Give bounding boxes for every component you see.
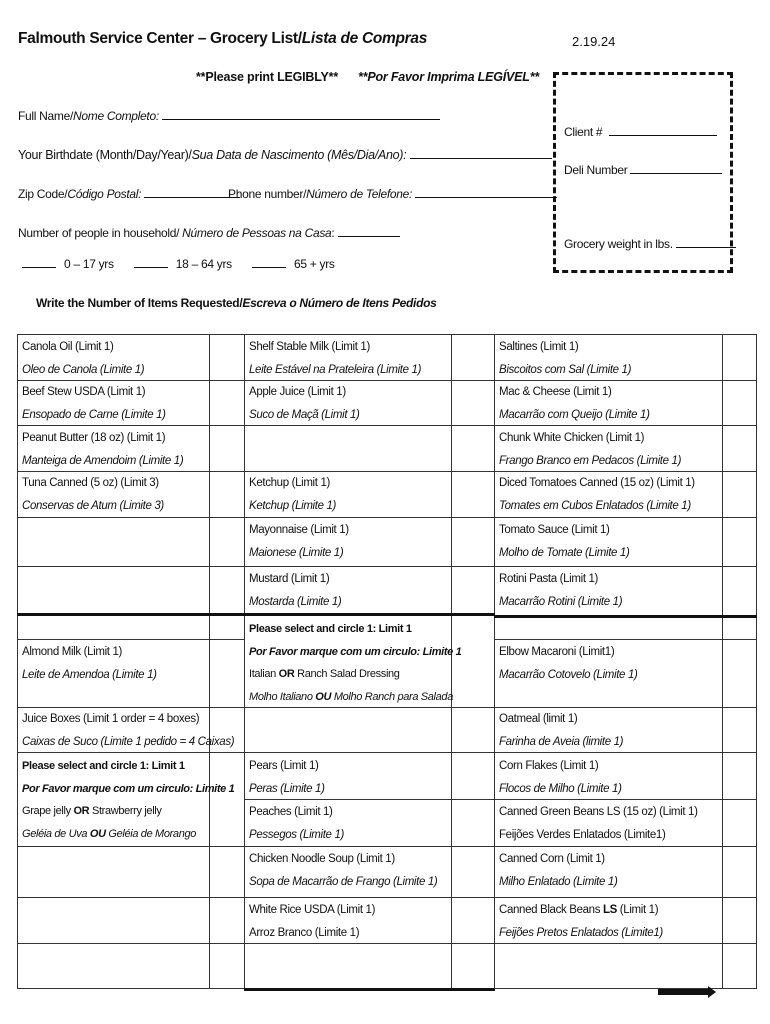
phone-field[interactable] <box>228 187 557 201</box>
item-tuna <box>22 472 164 517</box>
quantity-column-2[interactable] <box>452 335 494 988</box>
birthdate-label: Your Birthdate (Month/Day/Year)/ <box>18 148 192 162</box>
item-label-pt: Suco de Maçã (Limit 1) <box>249 408 360 421</box>
item-label-pt: Flocos de Milho (Limite 1) <box>499 782 622 795</box>
or-label: OR <box>278 668 295 680</box>
item-label-pt: Sopa de Macarrão de Frango (Limite 1) <box>249 875 438 888</box>
item-label: Apple Juice (Limit 1) <box>249 386 346 398</box>
item-label-pt: Macarrão com Queijo (Limite 1) <box>499 408 650 421</box>
item-peaches <box>249 801 344 846</box>
household-colon: : <box>331 226 335 240</box>
item-ketchup <box>249 472 336 517</box>
item-label: Tuna Canned (5 oz) (Limit 3) <box>22 477 159 489</box>
item-label: Mustard (Limit 1) <box>249 573 330 585</box>
item-dressing-choice <box>249 618 461 708</box>
phone-label: Phone number/ <box>228 187 307 201</box>
phone-label-pt: Número de Telefone: <box>306 187 413 201</box>
choice-heading: Please select and circle 1: Limit 1 <box>22 760 185 772</box>
item-label: Corn Flakes (Limit 1) <box>499 760 599 772</box>
item-mayonnaise <box>249 519 349 564</box>
item-label: Pears (Limit 1) <box>249 760 319 772</box>
age-label-2: 18 – 64 yrs <box>175 257 232 271</box>
household-label-pt: Número de Pessoas na Casa <box>182 226 332 240</box>
instructions-en: Write the Number of Items Requested/ <box>36 296 243 310</box>
jelly-options[interactable] <box>22 800 234 823</box>
ou-label: OU <box>315 690 332 703</box>
full-name-label-pt: Nome Completo: <box>73 109 159 123</box>
item-label: Oatmeal (limit 1) <box>499 713 578 725</box>
italian-option-pt[interactable]: Molho Italiano <box>249 690 316 703</box>
item-label: Canned Green Beans LS (15 oz) (Limit 1) <box>499 806 698 818</box>
item-almond-milk <box>22 641 157 686</box>
full-name-field[interactable] <box>18 109 440 123</box>
item-white-rice <box>249 899 375 944</box>
item-label-part: (Limit 1) <box>616 904 659 916</box>
print-note-pt: **Por Favor Imprima LEGÍVEL** <box>358 70 540 84</box>
item-label-pt: Feijões Pretos Enlatados (Limite1) <box>499 926 663 939</box>
item-label-pt: Ketchup (Limite 1) <box>249 499 337 512</box>
low-sodium-label: LS <box>602 904 617 916</box>
choice-heading-pt: Por Favor marque com um circulo: Limite 1 <box>22 782 235 795</box>
deli-number-field[interactable] <box>564 163 722 177</box>
grocery-weight-field[interactable] <box>564 237 736 251</box>
zip-field[interactable] <box>18 187 240 201</box>
item-label: Diced Tomatoes Canned (15 oz) (Limit 1) <box>499 477 695 489</box>
item-peanut-butter <box>22 427 183 472</box>
next-page-arrow-icon <box>658 989 710 995</box>
date: 2.19.24 <box>572 34 616 49</box>
item-label: Mayonnaise (Limit 1) <box>249 524 349 536</box>
instructions <box>36 296 437 310</box>
item-label-pt: Mostarda (Limite 1) <box>249 595 342 608</box>
strawberry-jelly-option-pt[interactable]: Geléia de Morango <box>105 827 197 840</box>
dressing-options-pt[interactable] <box>249 686 461 709</box>
item-black-beans <box>499 899 663 944</box>
zip-line[interactable] <box>144 187 240 198</box>
item-label: Canned Corn (Limit 1) <box>499 853 605 865</box>
row-divider <box>17 517 757 518</box>
choice-heading-pt: Por Favor marque com um circulo: Limite 1 <box>249 645 462 658</box>
household-field[interactable] <box>18 226 400 240</box>
row-divider <box>17 897 757 898</box>
zip-label: Zip Code/ <box>18 187 68 201</box>
ou-label: OU <box>89 827 106 840</box>
choice-heading: Please select and circle 1: Limit 1 <box>249 623 412 635</box>
table-border <box>244 988 495 991</box>
item-label <box>499 899 663 922</box>
item-label-pt: Biscoitos com Sal (Limite 1) <box>499 363 632 376</box>
table-border <box>17 988 245 989</box>
client-label: Client # <box>564 125 603 139</box>
item-label-pt: Leite de Amendoa (Limite 1) <box>22 668 157 681</box>
age-label-3: 65 + yrs <box>293 257 335 271</box>
item-label: Chicken Noodle Soup (Limit 1) <box>249 853 395 865</box>
item-saltines <box>499 336 631 381</box>
strawberry-jelly-option[interactable]: Strawberry jelly <box>89 805 162 817</box>
column-divider <box>494 334 495 989</box>
item-label: Mac & Cheese (Limit 1) <box>499 386 612 398</box>
instructions-pt: Escreva o Número de Itens Pedidos <box>242 296 437 310</box>
item-label-pt: Milho Enlatado (Limite 1) <box>499 875 618 888</box>
phone-line[interactable] <box>415 187 557 198</box>
print-note-en: **Please print LEGIBLY** <box>196 70 339 84</box>
item-oatmeal <box>499 708 623 753</box>
item-label: Beef Stew USDA (Limit 1) <box>22 386 146 398</box>
item-juice-boxes <box>22 708 234 753</box>
birthdate-label-pt: Sua Data de Nascimento (Mês/Dia/Ano): <box>191 148 407 162</box>
ranch-option[interactable]: Ranch Salad Dressing <box>294 668 400 680</box>
dressing-options[interactable] <box>249 663 461 686</box>
row-divider <box>17 846 757 847</box>
row-divider <box>494 639 757 640</box>
arrow-head-icon <box>708 986 716 998</box>
item-tomato-sauce <box>499 519 629 564</box>
item-green-beans <box>499 801 698 846</box>
item-label-part: Canned Black Beans <box>499 904 603 916</box>
item-label-pt: Macarrão Rotini (Limite 1) <box>499 595 623 608</box>
item-label-pt: Leite Estável na Prateleira (Limite 1) <box>249 363 422 376</box>
item-chunk-chicken <box>499 427 681 472</box>
item-label: Shelf Stable Milk (Limit 1) <box>249 341 370 353</box>
zip-label-pt: Código Postal: <box>67 187 142 201</box>
item-label-pt: Maionese (Limite 1) <box>249 546 344 559</box>
full-name-line[interactable] <box>162 109 440 120</box>
full-name-label: Full Name/ <box>18 109 74 123</box>
age-line-3[interactable] <box>252 258 286 268</box>
or-label: OR <box>73 805 90 817</box>
item-apple-juice <box>249 381 360 426</box>
item-label: Elbow Macaroni (Limit1) <box>499 646 615 658</box>
item-beef-stew <box>22 381 166 426</box>
weight-label: Grocery weight in lbs. <box>564 237 673 251</box>
item-label: Juice Boxes (Limit 1 order = 4 boxes) <box>22 713 200 725</box>
item-label-pt: Peras (Limite 1) <box>249 782 325 795</box>
item-label-pt: Farinha de Aveia (limite 1) <box>499 735 624 748</box>
item-label: Canola Oil (Limit 1) <box>22 341 114 353</box>
item-label: Peanut Butter (18 oz) (Limit 1) <box>22 432 166 444</box>
section-divider <box>494 615 757 618</box>
item-canola-oil <box>22 336 144 381</box>
table-border <box>17 334 18 989</box>
age-label-1: 0 – 17 yrs <box>64 257 114 271</box>
item-elbow-macaroni <box>499 641 637 686</box>
item-label-pt: Feijões Verdes Enlatados (Limite1) <box>499 828 666 841</box>
page-title <box>18 30 427 48</box>
item-shelf-stable-milk <box>249 336 421 381</box>
title-pt: Lista de Compras <box>301 30 428 47</box>
row-divider <box>17 566 757 567</box>
item-label: White Rice USDA (Limit 1) <box>249 904 376 916</box>
age-line-2[interactable] <box>134 258 168 268</box>
item-label-pt: Arroz Branco (Limite 1) <box>249 926 360 939</box>
birthdate-line[interactable] <box>410 148 552 159</box>
item-label-pt: Tomates em Cubos Enlatados (Limite 1) <box>499 499 691 512</box>
item-label-pt: Oleo de Canola (Limite 1) <box>22 363 145 376</box>
item-label: Saltines (Limit 1) <box>499 341 579 353</box>
client-number-field[interactable] <box>564 125 717 139</box>
office-use-box <box>553 72 733 273</box>
item-label: Ketchup (Limit 1) <box>249 477 330 489</box>
item-jelly-choice <box>22 755 234 845</box>
grape-jelly-option-pt[interactable]: Geléia de Uva <box>22 827 90 840</box>
deli-line[interactable] <box>630 163 722 174</box>
quantity-column-3[interactable] <box>723 335 756 988</box>
item-label-pt: Conservas de Atum (Limite 3) <box>22 499 164 512</box>
print-note <box>196 70 539 84</box>
title-en: Falmouth Service Center – Grocery List/ <box>18 30 302 47</box>
item-mustard <box>249 568 341 613</box>
ranch-option-pt[interactable]: Molho Ranch para Salada <box>331 690 453 703</box>
item-label-pt: Macarrão Cotovelo (Limite 1) <box>499 668 638 681</box>
item-label-pt: Manteiga de Amendoim (Limite 1) <box>22 454 184 467</box>
item-mac-cheese <box>499 381 650 426</box>
household-label: Number of people in household/ <box>18 226 183 240</box>
item-label: Peaches (Limit 1) <box>249 806 333 818</box>
italian-option[interactable]: Italian <box>249 668 279 680</box>
item-chicken-noodle-soup <box>249 848 437 893</box>
weight-line[interactable] <box>676 237 736 248</box>
grape-jelly-option[interactable]: Grape jelly <box>22 805 74 817</box>
item-rotini <box>499 568 622 613</box>
item-label: Almond Milk (Limit 1) <box>22 646 123 658</box>
item-label-pt: Ensopado de Carne (Limite 1) <box>22 408 166 421</box>
household-line[interactable] <box>338 226 400 237</box>
item-label: Rotini Pasta (Limit 1) <box>499 573 599 585</box>
deli-label: Deli Number <box>564 163 628 177</box>
table-border <box>756 334 757 989</box>
item-canned-corn <box>499 848 617 893</box>
table-border <box>494 988 757 989</box>
item-corn-flakes <box>499 755 622 800</box>
quantity-column-1[interactable] <box>210 335 244 988</box>
item-diced-tomatoes <box>499 472 695 517</box>
section-divider <box>17 613 495 616</box>
jelly-options-pt[interactable] <box>22 823 234 846</box>
age-line-1[interactable] <box>22 258 56 268</box>
item-label: Chunk White Chicken (Limit 1) <box>499 432 645 444</box>
item-label: Tomato Sauce (Limit 1) <box>499 524 610 536</box>
item-label-pt: Molho de Tomate (Limite 1) <box>499 546 630 559</box>
item-label-pt: Pessegos (Limite 1) <box>249 828 344 841</box>
item-pears <box>249 755 325 800</box>
client-line[interactable] <box>609 125 717 136</box>
table-border <box>17 334 757 335</box>
column-divider <box>244 334 245 989</box>
item-label-pt: Caixas de Suco (Limite 1 pedido = 4 Caixas) <box>22 735 235 748</box>
birthdate-field[interactable] <box>18 148 552 162</box>
age-groups <box>22 257 335 271</box>
item-label-pt: Frango Branco em Pedacos (Limite 1) <box>499 454 682 467</box>
